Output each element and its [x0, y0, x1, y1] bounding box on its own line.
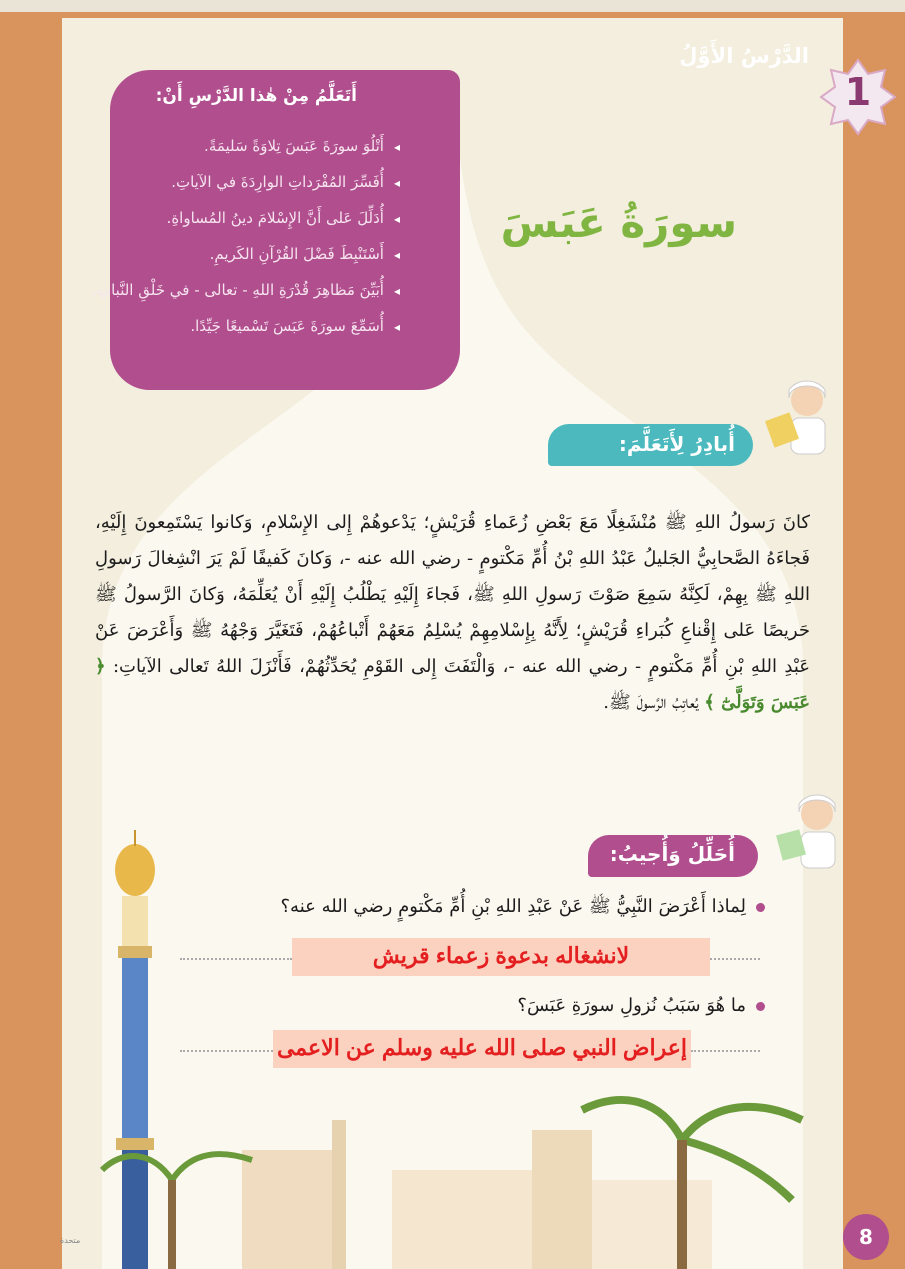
- answer-line: [180, 958, 292, 960]
- top-strip: [0, 0, 905, 12]
- question-2-text: ما هُوَ سَبَبُ نُزولِ سورَةِ عَبَسَ؟: [517, 995, 746, 1016]
- answer-line: [710, 958, 760, 960]
- surah-title: سورَةُ عَبَسَ: [500, 198, 737, 247]
- objective-item: ◂ أَسْتَنْبِطَ فَضْلَ القُرْآنِ الكَريمِ.: [70, 236, 400, 272]
- question-2: [517, 995, 765, 1016]
- publisher-note: متحدة: [60, 1236, 81, 1245]
- student-reading-icon: [765, 378, 845, 458]
- frame-right: [843, 12, 905, 1269]
- intro-story: [95, 505, 810, 721]
- page-number: 8: [843, 1214, 889, 1260]
- objective-item: ◂ أُسَمِّعَ سورَةَ عَبَسَ تَسْميعًا جَيِّدًا.: [70, 308, 400, 344]
- analysis-label: أُحَلِّلُ وَأُجيبُ:: [609, 842, 735, 866]
- objective-item: ◂ أُبَيِّنَ مَظاهِرَ قُدْرَةِ اللهِ - تعالى - في خَلْقِ النَّباتِ.: [70, 272, 400, 308]
- intro-label: أُبادِرُ لِأَتَعَلَّمَ:: [618, 432, 735, 456]
- bullet-icon: [756, 903, 765, 912]
- question-1-text: لِماذا أَعْرَضَ النَّبِيُّ ﷺ عَنْ عَبْدِ اللهِ بْنِ أُمِّ مَكْتومٍ رضي الله عنه؟: [280, 896, 746, 917]
- student-writing-icon: [775, 792, 855, 872]
- answer-2[interactable]: إعراض النبي صلى الله عليه وسلم عن الاعمى: [273, 1030, 691, 1068]
- question-1: [280, 895, 765, 921]
- objective-item: ◂ أَتْلُوَ سورَةَ عَبَسَ تِلاوَةً سَليمَةً.: [70, 128, 400, 164]
- objectives-title: أَتَعَلَّمُ مِنْ هٰذا الدَّرْسِ أَنْ:: [155, 86, 357, 106]
- objective-item: ◂ أُدَلِّلَ عَلى أَنَّ الإِسْلامَ دينُ المُساواةِ.: [70, 200, 400, 236]
- answer-line: [691, 1050, 760, 1052]
- answer-1[interactable]: لانشغاله بدعوة زعماء قريش: [292, 938, 710, 976]
- lesson-title: الدَّرْسُ الأَوَّلُ: [679, 44, 809, 68]
- city-palm-illustration: [62, 1060, 843, 1269]
- objective-item: ◂ أُفَسِّرَ المُفْرَداتِ الوارِدَةَ في الآياتِ.: [70, 164, 400, 200]
- answer-line: [180, 1050, 273, 1052]
- story-text-end: يُعاتِبُ الرَّسولَ ﷺ.: [603, 692, 699, 713]
- frame-left: [0, 12, 62, 1269]
- verse-text: ﴿ عَبَسَ وَتَوَلَّىٰٓ ﴾: [95, 656, 810, 713]
- story-text: كانَ رَسولُ اللهِ ﷺ مُنْشَغِلًا مَعَ بَعْضِ زُعَماءِ قُرَيْشٍ؛ يَدْعوهُمْ إِلى الإِسْلامِ، وَكانوا يَسْتَمِعونَ إِلَيْهِ، فَجاءَهُ الصَّحابِيُّ الجَليلُ عَبْدُ اللهِ بْنُ أُمِّ مَكْتومٍ - رضي الله عنه -، وَكانَ كَفيفًا لَمْ يَرَ انْشِغالَ رَسولِ اللهِ ﷺ بِهِمْ، لَكِنَّهُ سَمِعَ صَوْتَ رَسولِ اللهِ ﷺ، فَجاءَ إِلَيْهِ يَطْلُبُ إِلَيْهِ أَنْ يُعَلِّمَهُ، وَكانَ الرَّسولُ ﷺ حَريصًا عَلى إِقْناعِ كُبَراءِ قُرَيْشٍ؛ لِأَنَّهُ بِإِسْلامِهِمْ يُسْلِمُ مَعَهُمْ أَتْباعُهُمْ، فَتَغَيَّرَ وَجْهُهُ ﷺ وَأَعْرَضَ عَنْ عَبْدِ اللهِ بْنِ أُمِّ مَكْتومٍ - رضي الله عنه -، وَالْتَفَتَ إِلى القَوْمِ يُحَدِّثُهُمْ، فَأَنْزَلَ اللهُ تَعالى الآياتِ:: [95, 512, 810, 677]
- lesson-number: 1: [844, 70, 872, 114]
- bullet-icon: [756, 1002, 765, 1011]
- objectives-list: [70, 128, 400, 344]
